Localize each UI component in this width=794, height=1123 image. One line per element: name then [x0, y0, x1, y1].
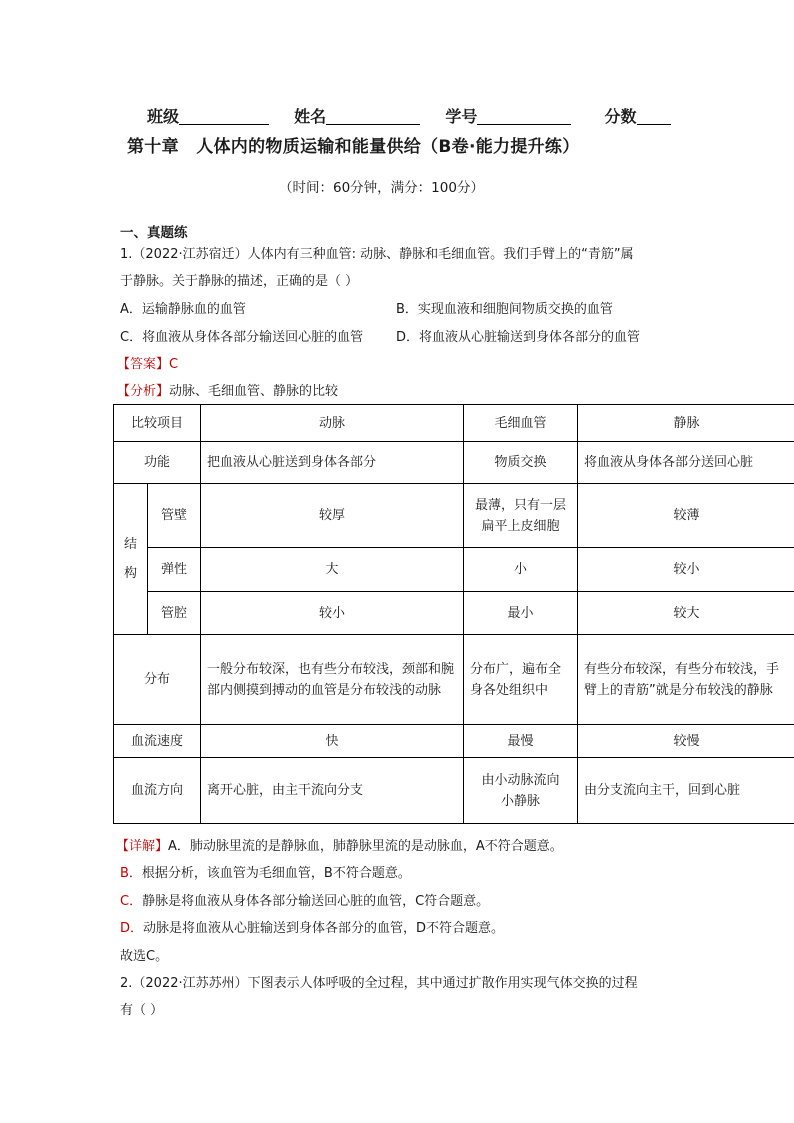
detail-b: B．根据分析，该血管为毛细血管，B不符合题意。 — [120, 866, 411, 881]
cell: 离开心脏，由主干流向分支 — [201, 758, 464, 824]
table-row — [114, 758, 794, 824]
cell — [464, 758, 578, 824]
cell: 分布广，遍布全身各处组织中 — [464, 635, 578, 725]
class-blank[interactable] — [179, 108, 269, 125]
header-capillary: 毛细血管 — [464, 405, 578, 442]
cell-line: 最薄，只有一层 — [475, 497, 567, 513]
student-info-line — [147, 104, 671, 127]
cell: 由分支流向主干，回到心脏 — [578, 758, 794, 824]
detail-a-text: A．肺动脉里流的是静脉血，肺静脉里流的是动脉血，A不符合题意。 — [168, 839, 563, 854]
cell: 有些分布较深，有些分布较浅，手臂上的青筋”就是分布较浅的静脉 — [578, 635, 794, 725]
detail-c: C．静脉是将血液从身体各部分输送回心脏的血管，C符合题意。 — [120, 894, 490, 909]
cell: 一般分布较深，也有些分布较浅，颈部和腕部内侧摸到搏动的血管是分布较浅的动脉 — [201, 635, 464, 725]
cell: 快 — [201, 725, 464, 758]
structure-label-char: 构 — [123, 566, 137, 581]
header-artery: 动脉 — [201, 405, 464, 442]
table-row — [114, 548, 794, 592]
cell: 较大 — [578, 592, 794, 635]
cell-line: 小静脉 — [501, 793, 541, 809]
structure-label — [114, 484, 148, 635]
table-row — [114, 725, 794, 758]
cell: 小 — [464, 548, 578, 592]
row-label: 分布 — [114, 635, 201, 725]
cell-line: 由小动脉流向 — [481, 772, 560, 788]
page-title: 第十章 人体内的物质运输和能量供给（B卷·能力提升练） — [127, 137, 580, 157]
name-label: 姓名 — [294, 107, 327, 126]
detail-conclusion: 故选C。 — [120, 949, 169, 964]
header-vein: 静脉 — [578, 405, 794, 442]
row-label: 功能 — [114, 442, 201, 484]
answer-tag: 【答案】 — [117, 357, 170, 372]
answer-value: C — [169, 357, 179, 372]
row-label: 管壁 — [148, 484, 201, 548]
id-blank[interactable] — [477, 108, 571, 125]
row-label: 血流速度 — [114, 725, 201, 758]
table-row — [114, 484, 794, 548]
header-item: 比较项目 — [114, 405, 201, 442]
page-subtitle: （时间：60分钟，满分：100分） — [279, 180, 484, 196]
detail-tag: 【详解】 — [116, 839, 169, 854]
detail-d: D．动脉是将血液从心脏输送到身体各部分的血管，D不符合题意。 — [120, 921, 505, 936]
table-row — [114, 635, 794, 725]
row-label: 弹性 — [148, 548, 201, 592]
cell: 把血液从心脏送到身体各部分 — [201, 442, 464, 484]
structure-label-char: 结 — [123, 537, 137, 552]
id-label: 学号 — [445, 107, 478, 126]
score-blank[interactable] — [637, 108, 671, 125]
cell — [464, 484, 578, 548]
name-blank[interactable] — [326, 108, 420, 125]
cell: 物质交换 — [464, 442, 578, 484]
q1-option-a[interactable]: A．运输静脉血的血管 — [120, 302, 246, 317]
q1-option-b[interactable]: B．实现血液和细胞间物质交换的血管 — [396, 302, 613, 317]
class-label: 班级 — [147, 107, 180, 126]
analysis-text: 动脉、毛细血管、静脉的比较 — [169, 384, 339, 399]
cell: 最慢 — [464, 725, 578, 758]
section-heading: 一、真题练 — [120, 225, 188, 241]
comparison-table — [113, 404, 794, 824]
cell: 较小 — [201, 592, 464, 635]
cell: 最小 — [464, 592, 578, 635]
q1-option-c[interactable]: C．将血液从身体各部分输送回心脏的血管 — [120, 330, 364, 345]
cell: 较薄 — [578, 484, 794, 548]
cell: 将血液从身体各部分送回心脏 — [578, 442, 794, 484]
q1-analysis — [117, 380, 338, 399]
row-label: 管腔 — [148, 592, 201, 635]
q2-line1: 2.（2022·江苏苏州）下图表示人体呼吸的全过程，其中通过扩散作用实现气体交换的过程 — [120, 976, 638, 991]
table-header-row — [114, 405, 794, 442]
cell: 大 — [201, 548, 464, 592]
score-label: 分数 — [604, 107, 637, 126]
q1-answer — [117, 353, 178, 372]
table-row — [114, 592, 794, 635]
q1-line1: 1.（2022·江苏宿迁）人体内有三种血管: 动脉、静脉和毛细血管。我们手臂上的“青筋”属 — [120, 247, 634, 262]
analysis-tag: 【分析】 — [117, 384, 170, 399]
cell: 较慢 — [578, 725, 794, 758]
cell: 较厚 — [201, 484, 464, 548]
q1-line2: 于静脉。关于静脉的描述，正确的是（ ） — [120, 274, 359, 289]
detail-a — [116, 835, 563, 854]
q1-option-d[interactable]: D．将血液从心脏输送到身体各部分的血管 — [396, 330, 641, 345]
cell-line: 扁平上皮细胞 — [481, 518, 560, 534]
row-label: 血流方向 — [114, 758, 201, 824]
table-row — [114, 442, 794, 484]
cell: 较小 — [578, 548, 794, 592]
q2-line2: 有（ ） — [120, 1003, 164, 1018]
